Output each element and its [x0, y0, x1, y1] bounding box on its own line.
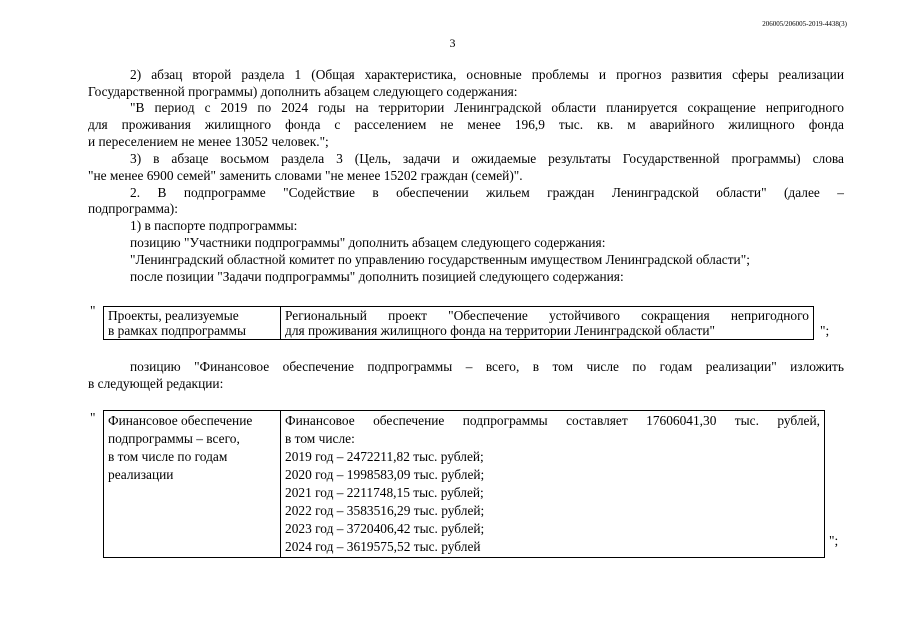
cell-line: 2022 год – 3583516,29 тыс. рублей;: [285, 503, 485, 518]
paragraph-line: и переселением не менее 13052 человек.";: [88, 134, 329, 149]
cell-line: подпрограммы – всего,: [108, 431, 240, 446]
document-id: 206005/206005-2019-4438(3): [762, 20, 847, 28]
cell-line: в рамках подпрограммы: [108, 323, 246, 338]
cell-line: Финансовое обеспечение: [108, 413, 253, 428]
paragraph-line: позицию "Финансовое обеспечение подпрограммы – всего, в том числе по годам реализации" изложить: [130, 359, 844, 374]
close-quote: ";: [829, 533, 839, 548]
cell-line: 2020 год – 1998583,09 тыс. рублей;: [285, 467, 485, 482]
close-quote: ";: [820, 323, 830, 338]
cell-line: для проживания жилищного фонда на территории Ленинградской области": [285, 323, 715, 338]
cell-line: в том числе:: [285, 431, 355, 446]
cell-line: 2024 год – 3619575,52 тыс. рублей: [285, 539, 481, 554]
paragraph-line: "Ленинградский областной комитет по управлению государственным имуществом Ленинградской области";: [130, 252, 750, 267]
table-cell-value: [281, 307, 814, 340]
table-cell-label: [104, 411, 281, 558]
paragraph-line: "В период с 2019 по 2024 годы на территории Ленинградской области планируется сокращение непригодного: [130, 100, 844, 115]
paragraph-line: 1) в паспорте подпрограммы:: [130, 218, 298, 233]
paragraph-line: подпрограмма):: [88, 201, 178, 216]
table-row: [104, 307, 814, 340]
table-cell-value: [281, 411, 825, 558]
paragraph-line: после позиции "Задачи подпрограммы" дополнить позицией следующего содержания:: [130, 269, 624, 284]
cell-line: Региональный проект "Обеспечение устойчивого сокращения непригодного: [285, 308, 809, 323]
paragraph-line: в следующей редакции:: [88, 376, 224, 391]
paragraph-line: 2) абзац второй раздела 1 (Общая характеристика, основные проблемы и прогноз развития сферы реализации: [130, 67, 844, 82]
table-cell-label: [104, 307, 281, 340]
cell-line: 2023 год – 3720406,42 тыс. рублей;: [285, 521, 485, 536]
paragraph-line: Государственной программы) дополнить абзацем следующего содержания:: [88, 84, 518, 99]
cell-line: Финансовое обеспечение подпрограммы составляет 17606041,30 тыс. рублей,: [285, 413, 820, 428]
cell-line: реализации: [108, 467, 174, 482]
paragraph-line: позицию "Участники подпрограммы" дополнить абзацем следующего содержания:: [130, 235, 606, 250]
cell-line: в том числе по годам: [108, 449, 228, 464]
paragraph-line: 2. В подпрограмме "Содействие в обеспечении жильем граждан Ленинградской области" (далее –: [130, 185, 844, 200]
cell-line: 2019 год – 2472211,82 тыс. рублей;: [285, 449, 484, 464]
paragraph-line: "не менее 6900 семей" заменить словами "не менее 15202 граждан (семей)".: [88, 168, 523, 183]
passport-table-projects: [103, 306, 814, 340]
passport-table-financing: [103, 410, 825, 558]
table-row: [104, 411, 825, 558]
cell-line: 2021 год – 2211748,15 тыс. рублей;: [285, 485, 484, 500]
open-quote: ": [90, 410, 96, 425]
cell-line: Проекты, реализуемые: [108, 308, 239, 323]
page-number: 3: [449, 36, 456, 50]
open-quote: ": [90, 303, 96, 318]
paragraph-line: 3) в абзаце восьмом раздела 3 (Цель, задачи и ожидаемые результаты Государственной программы) слова: [130, 151, 844, 166]
paragraph-line: для проживания жилищного фонда с расселением не менее 196,9 тыс. кв. м аварийного жилищного фонда: [88, 117, 844, 132]
